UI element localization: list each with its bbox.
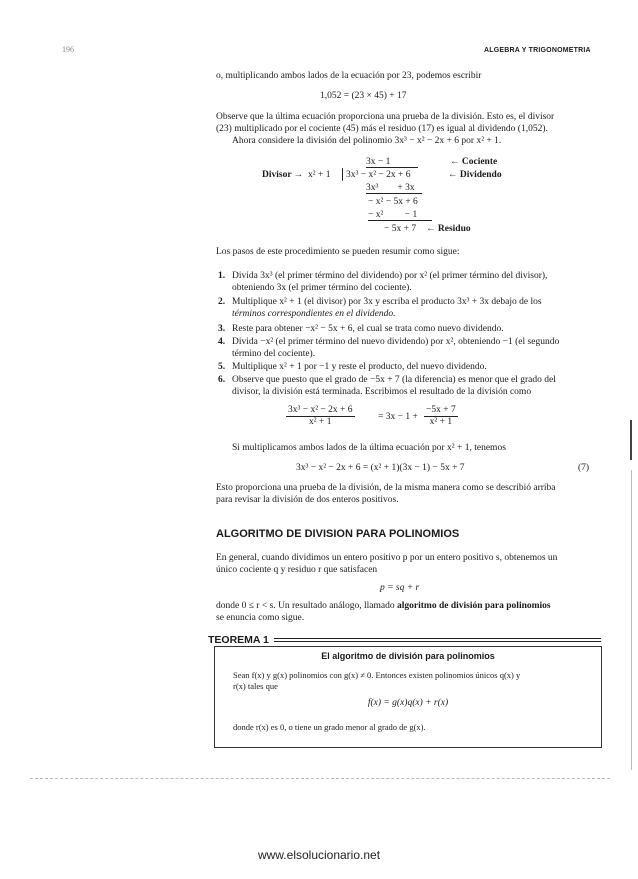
step-item	[218, 323, 504, 335]
middle-term: = 3x − 1 +	[378, 412, 418, 422]
step-line: Reste para obtener −x² − 5x + 6, el cual se trata como nuevo dividendo.	[232, 324, 504, 334]
intro-paragraph-b: (23) multiplicado por el cociente (45) más el residuo (17) es igual al dividendo (1,052).	[216, 124, 548, 134]
intro-equation: 1,052 = (23 × 45) + 17	[320, 91, 407, 101]
section-text: donde 0 ≤ r < s. Un resultado análogo, llamado	[216, 601, 398, 611]
step-line: obteniendo 3x (el primer término del cociente).	[232, 283, 412, 293]
step-line: términos correspondientes en el dividendo.	[232, 309, 396, 319]
step-item	[218, 296, 542, 320]
step-number: 2.	[218, 297, 226, 307]
quotient: 3x − 1	[366, 157, 418, 168]
section-paragraph: único cociente q y residuo r que satisfacen	[216, 565, 378, 575]
subtract-row-2: − x² − 1	[368, 210, 432, 221]
subtract-row-1: 3x³ + 3x	[366, 183, 422, 194]
scan-edge-mark	[630, 420, 632, 460]
theorem-line: donde r(x) es 0, o tiene un grado menor al grado de g(x).	[233, 722, 426, 732]
dividend: 3x³ − x² − 2x + 6	[346, 170, 411, 180]
lhs-numerator: 3x³ − x² − 2x + 6	[288, 405, 353, 415]
step-line: Multiplique x² + 1 (el divisor) por 3x y escriba el producto 3x³ + 3x debajo de los	[232, 297, 542, 307]
step-item	[218, 374, 556, 398]
step-number: 1.	[218, 271, 226, 281]
lhs-fraction	[286, 405, 355, 428]
rhs-numerator: −5x + 7	[426, 405, 456, 415]
step-number: 5.	[218, 362, 226, 372]
step-item	[218, 336, 560, 360]
scan-bottom-line	[30, 778, 610, 779]
step-line: Multiplique x² + 1 por −1 y reste el producto, del nuevo dividendo.	[232, 362, 487, 372]
step-line: divisor, la división está terminada. Escribimos el resultado de la división como	[232, 387, 532, 397]
step-line: término del cociente).	[232, 349, 316, 359]
theorem-equation: f(x) = g(x)q(x) + r(x)	[367, 698, 449, 708]
equation-7-tag: (7)	[578, 463, 590, 473]
step-number: 4.	[218, 337, 226, 347]
theorem-box	[214, 646, 602, 748]
section-paragraph	[216, 600, 551, 612]
section-equation: p = sq + r	[380, 583, 420, 593]
divisor: x² + 1	[308, 170, 331, 180]
theorem-title: El algoritmo de división para polinomios	[321, 651, 495, 661]
theorem-rule	[274, 638, 601, 642]
dividend-label: ← Dividendo	[448, 170, 502, 180]
remainder: − 5x + 7	[384, 224, 417, 234]
step-line: Divida 3x³ (el primer término del dividendo) por x² (el primer término del divisor),	[232, 271, 548, 281]
section-paragraph: se enuncia como sigue.	[216, 613, 305, 623]
steps-intro: Los pasos de este procedimiento se pueden resumir como sigue:	[216, 247, 460, 257]
intro-paragraph-c: Ahora considere la división del polinomio 3x³ − x² − 2x + 6 por x² + 1.	[232, 136, 502, 146]
remainder-label: ← Residuo	[426, 224, 471, 234]
step-number: 6.	[218, 375, 226, 385]
quotient-label: ← Cociente	[450, 157, 498, 167]
proof-text-line: Esto proporciona una prueba de la división, de la misma manera como se describió arriba	[216, 483, 556, 493]
lhs-denominator: x² + 1	[309, 417, 332, 427]
running-title: ALGEBRA Y TRIGONOMETRIA	[484, 47, 591, 54]
intro-line: o, multiplicando ambos lados de la ecuación por 23, podemos escribir	[216, 71, 482, 81]
new-dividend-row: − x² − 5x + 6	[368, 197, 418, 207]
footer-url: www.elsolucionario.net	[257, 848, 381, 862]
multiply-text: Si multiplicamos ambos lados de la última ecuación por x² + 1, tenemos	[232, 443, 506, 453]
proof-text-line: para revisar la división de dos enteros positivos.	[216, 495, 399, 505]
step-line: Divida −x² (el primer término del nuevo dividendo) por x², obteniendo −1 (el segundo	[232, 337, 560, 347]
step-line: Observe que puesto que el grado de −5x + 7 (la diferencia) es menor que el grado del	[232, 375, 556, 385]
section-term: algoritmo de división para polinomios	[397, 601, 551, 611]
step-item	[218, 270, 548, 294]
division-bracket	[342, 168, 343, 181]
intro-paragraph-a: Observe que la última ecuación proporciona una prueba de la división. Esto es, el divisor	[216, 112, 555, 122]
section-title: ALGORITMO DE DIVISION PARA POLINOMIOS	[216, 528, 460, 540]
divisor-label: Divisor →	[262, 170, 304, 180]
rhs-fraction	[424, 405, 458, 428]
theorem-label: TEOREMA 1	[208, 634, 269, 646]
equation-7: 3x³ − x² − 2x + 6 = (x² + 1)(3x − 1) − 5x + 7	[296, 463, 465, 473]
section-paragraph: En general, cuando dividimos un entero positivo p por un entero positivo s, obtenemos un	[216, 553, 558, 563]
page-number: 196	[62, 45, 74, 54]
step-item	[218, 361, 487, 373]
scan-edge-line	[631, 470, 632, 770]
theorem-line: Sean f(x) y g(x) polinomios con g(x) ≠ 0. Entonces existen polinomios únicos q(x) y	[233, 670, 521, 680]
rhs-denominator: x² + 1	[429, 417, 453, 427]
theorem-line: r(x) tales que	[233, 681, 278, 691]
step-number: 3.	[218, 324, 226, 334]
